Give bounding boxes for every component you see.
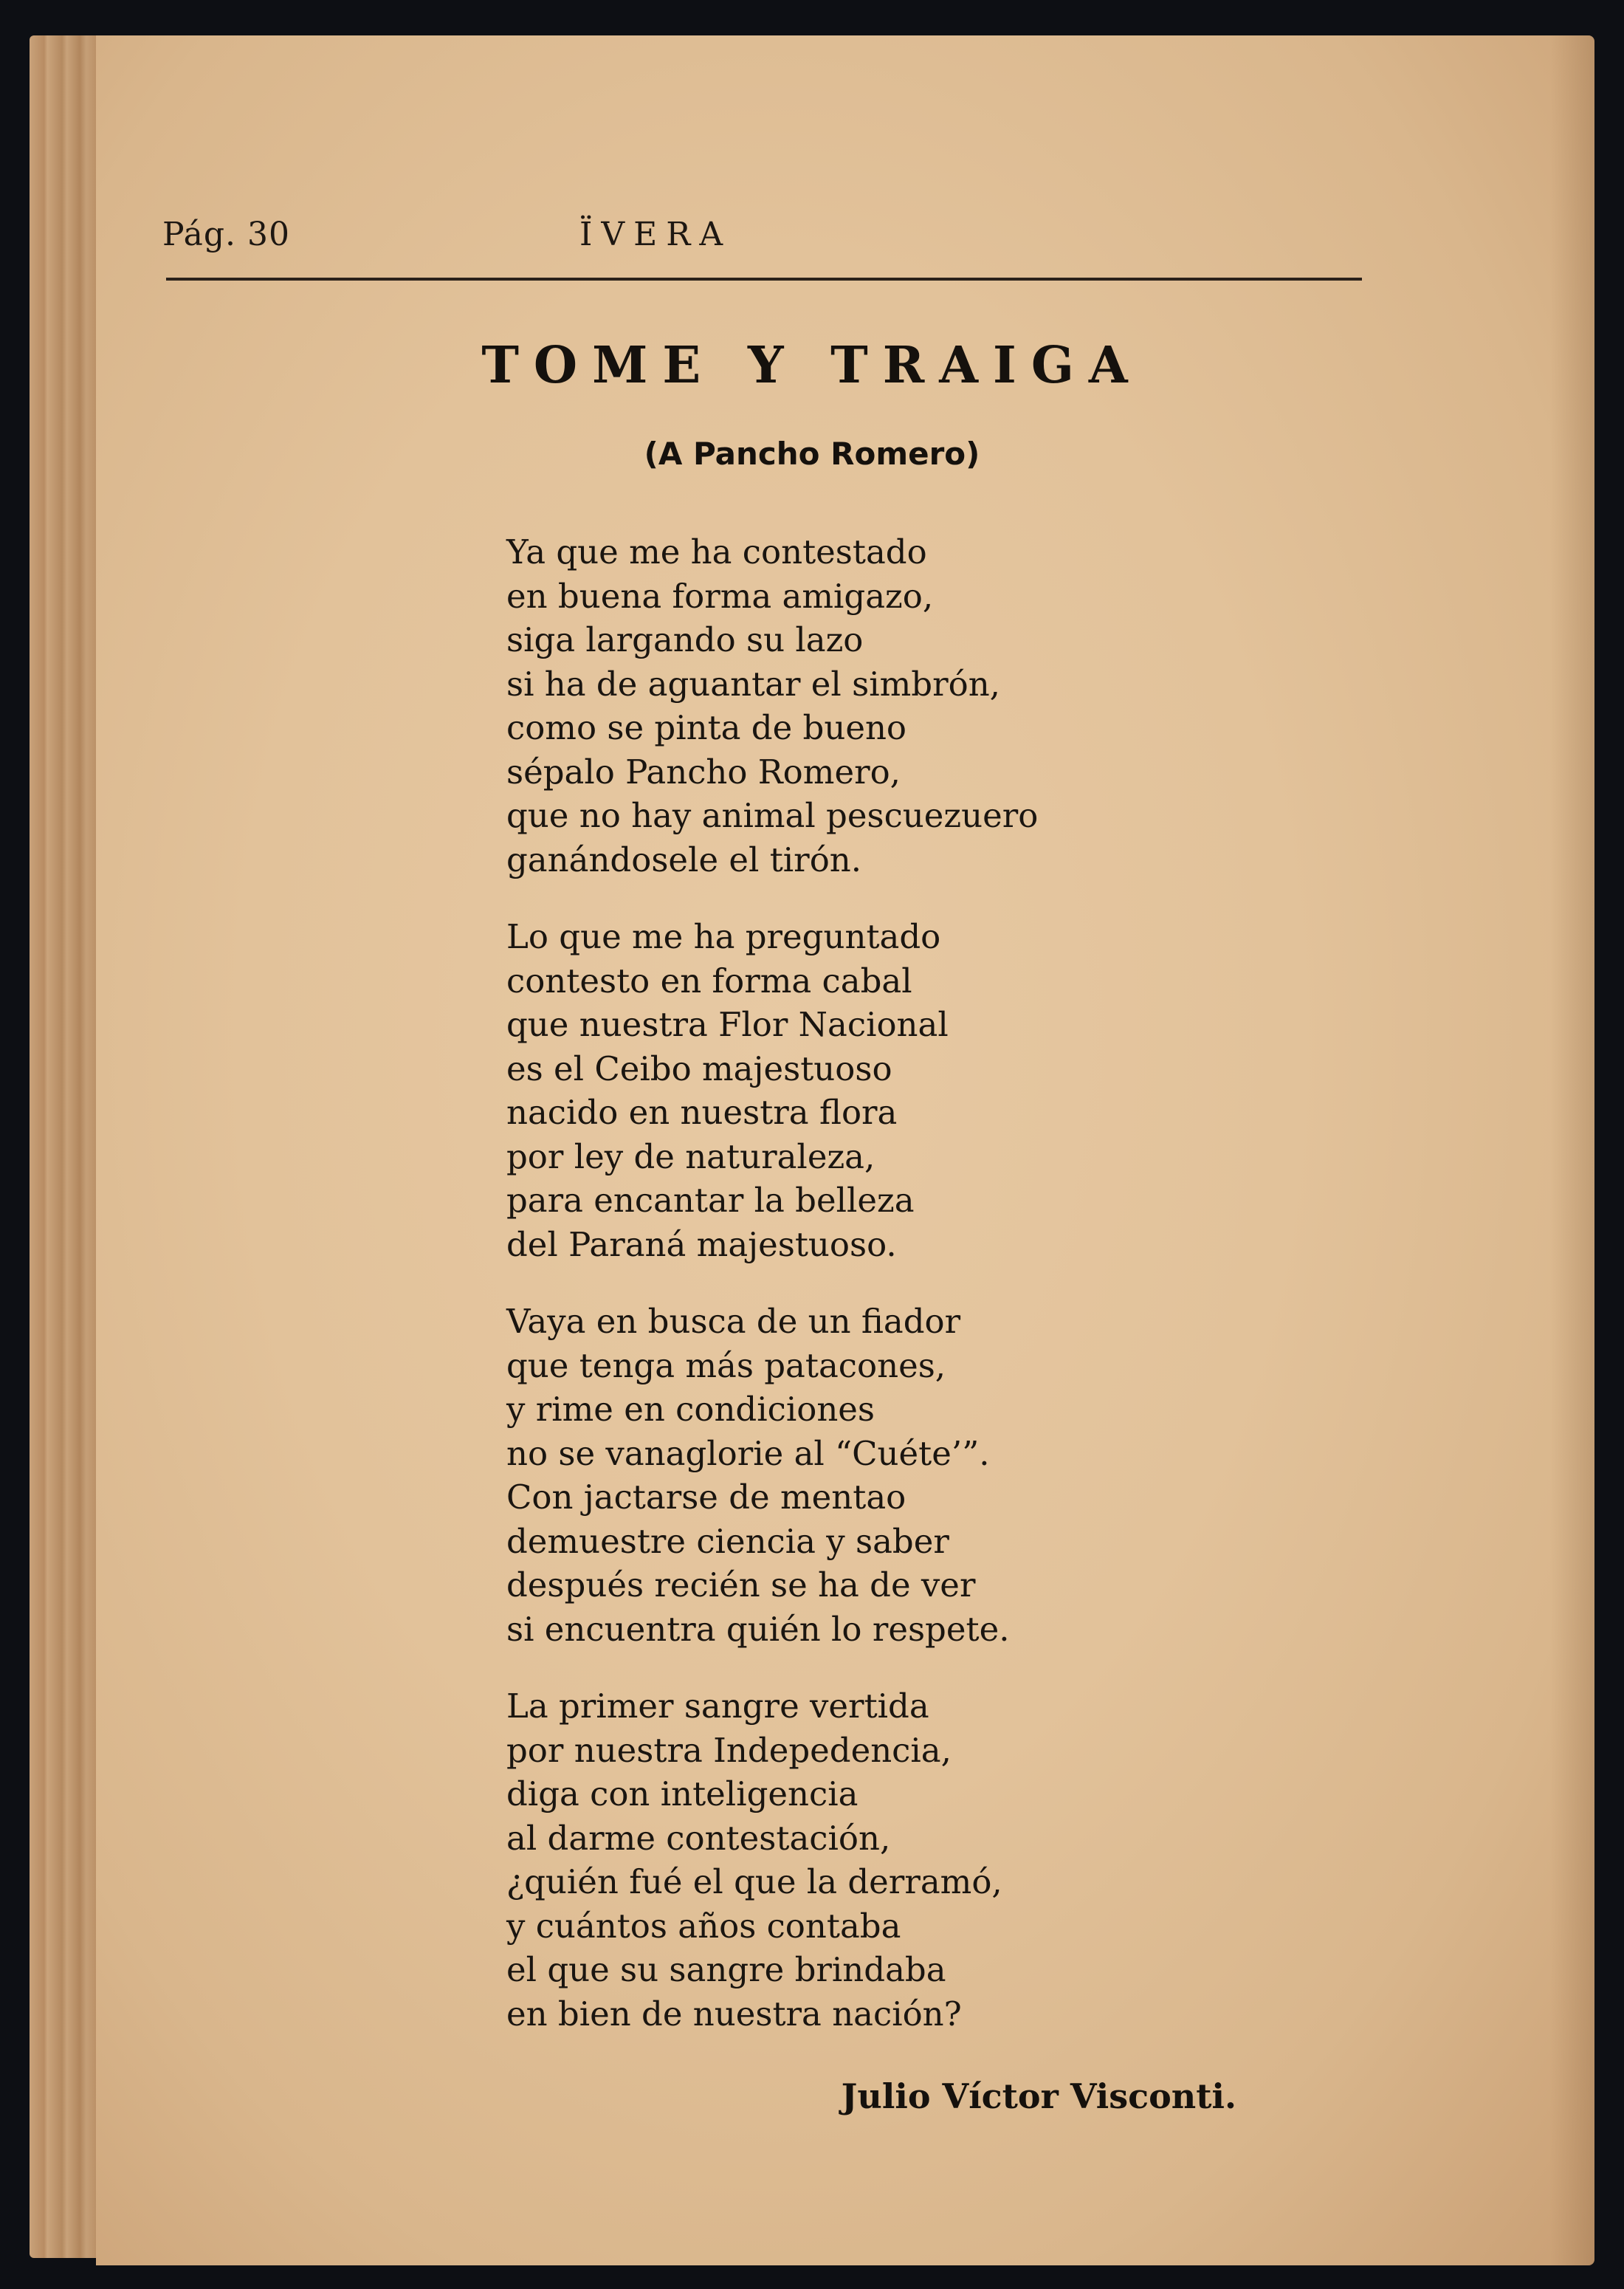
page-number: Pág. 30 (162, 216, 290, 253)
poem-line: el que su sangre brindaba (506, 1950, 946, 1989)
poem-line: nacido en nuestra flora (506, 1093, 898, 1132)
poem-line: del Paraná majestuoso. (506, 1224, 897, 1264)
poem-line: Ya que me ha contestado (506, 532, 927, 572)
poem-line: demuestre ciencia y saber (506, 1521, 949, 1561)
poem-line: que no hay animal pescuezuero (506, 796, 1039, 835)
poem-title: TOME Y TRAIGA (481, 336, 1143, 395)
poem-line: si ha de aguantar el simbrón, (506, 664, 1000, 704)
poem-body (506, 530, 1392, 2069)
poem-line: es el Ceibo majestuoso (506, 1049, 892, 1088)
poem-dedication: (A Pancho Romero) (644, 436, 980, 472)
stanza-3 (506, 1300, 1392, 1651)
poem-line: si encuentra quién lo respete. (506, 1609, 1010, 1649)
poem-line: La primer sangre vertida (506, 1686, 929, 1726)
poem-line: Lo que me ha preguntado (506, 917, 941, 956)
stanza-1 (506, 530, 1392, 882)
poem-line: sépalo Pancho Romero, (506, 752, 901, 792)
poem-line: que tenga más patacones, (506, 1345, 946, 1385)
poem-line: ¿quién fué el que la derramó, (506, 1862, 1002, 1901)
stanza-4 (506, 1684, 1392, 2036)
poem-line: no se vanaglorie al “Cuéte’”. (506, 1433, 990, 1473)
poem-line: y cuántos años contaba (506, 1906, 901, 1946)
poem-line: como se pinta de bueno (506, 708, 907, 747)
poem-line: en buena forma amigazo, (506, 576, 934, 616)
poem-line: en bien de nuestra nación? (506, 1994, 962, 2034)
poem-line: después recién se ha de ver (506, 1565, 976, 1605)
poem-line: que nuestra Flor Nacional (506, 1005, 949, 1044)
poem-line: contesto en forma cabal (506, 961, 912, 1001)
author-signature: Julio Víctor Visconti. (841, 2076, 1236, 2116)
poem-line: y rime en condiciones (506, 1390, 875, 1429)
poem-line: Con jactarse de mentao (506, 1478, 906, 1517)
poem-line: siga largando su lazo (506, 620, 864, 659)
poem-line: al darme contestación, (506, 1818, 891, 1858)
poem-line: por nuestra Indepedencia, (506, 1730, 952, 1770)
poem-line: ganándosele el tirón. (506, 840, 862, 879)
poem-line: diga con inteligencia (506, 1774, 859, 1813)
poem-line: por ley de naturaleza, (506, 1136, 875, 1176)
stanza-2 (506, 915, 1392, 1266)
running-title: ÏVERA (579, 216, 732, 253)
header-rule (166, 278, 1362, 281)
running-header (162, 216, 1360, 282)
poem-line: para encantar la belleza (506, 1181, 915, 1220)
poem-line: Vaya en busca de un fiador (506, 1302, 961, 1341)
